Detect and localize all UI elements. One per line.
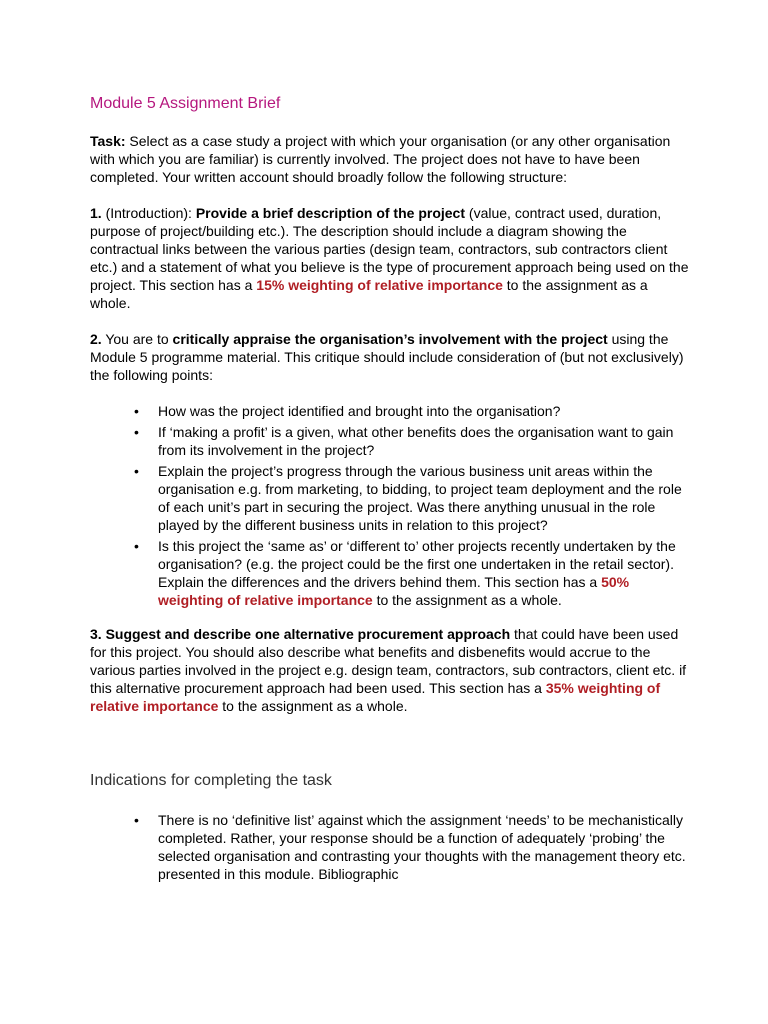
document-page <box>90 94 690 886</box>
bullet-icon: • <box>134 812 139 828</box>
bullet-icon: • <box>134 538 139 554</box>
page-title: Module 5 Assignment Brief <box>90 95 281 112</box>
task-label: Task: <box>90 133 126 149</box>
section3-weighting: 35% weighting of relative importance <box>90 680 661 714</box>
section3-paragraph <box>90 625 690 715</box>
list-item <box>90 462 690 534</box>
section2-tail: to the assignment as a whole. <box>372 592 562 608</box>
section3-bold: 3. Suggest and describe one alternative procurement approach <box>90 626 511 642</box>
section1-text: (value, contract used, duration, purpose of project/building etc.). The description should include a diagram showing the contractual links between the various parties (design team, contractors, sub contractors client etc.) and a statement of what you believe is the type of procurement approach being used on the project. This section has a <box>90 205 689 293</box>
section2-number: 2. <box>90 331 102 347</box>
section3-text: that could have been used for this project. You should also describe what benefits and disbenefits would accrue to the various parties involved in the project e.g. design team, contractors, sub contractors, client etc. if this alternative procurement approach had been used. This section has a <box>90 626 687 696</box>
task-text: Select as a case study a project with which your organisation (or any other organisation with which you are familiar) is currently involved. The project does not have to have been completed. Your written account should broadly follow the following structure: <box>90 133 671 185</box>
section1-tail: to the assignment as a whole. <box>90 277 648 311</box>
section1-number: 1. <box>90 205 102 221</box>
section1-intro: (Introduction): <box>101 205 196 221</box>
list-item <box>90 423 690 459</box>
section1-weighting: 15% weighting of relative importance <box>256 277 503 293</box>
bullet-icon: • <box>134 463 139 479</box>
section2-weighting: 50% weighting of relative importance <box>158 574 630 608</box>
section1-bold: Provide a brief description of the project <box>195 205 466 221</box>
bullet-text: How was the project identified and brought into the organisation? <box>158 403 561 419</box>
list-item <box>90 402 690 420</box>
bullet-text: Is this project the ‘same as’ or ‘different to’ other projects recently undertaken by the organisation? (e.g. the project could be the first one undertaken in the retail sector). Explain the differences and the drivers behind them. This section has a <box>158 538 676 590</box>
section2-bullet-list <box>90 402 690 609</box>
section2-intro: You are to <box>101 331 173 347</box>
list-item <box>90 811 690 883</box>
list-item <box>90 537 690 609</box>
bullet-icon: • <box>134 424 139 440</box>
section3-tail: to the assignment as a whole. <box>218 698 408 714</box>
indications-bullet-list <box>90 811 690 883</box>
bullet-text: There is no ‘definitive list’ against which the assignment ‘needs’ to be mechanistically completed. Rather, your response should be a function of adequately ‘probing’ the selected organisation and contrasting your thoughts with the management theory etc. presented in this module. Bibliographic <box>158 812 686 882</box>
section2-paragraph <box>90 330 690 384</box>
section2-bold: critically appraise the organisation’s involvement with the project <box>172 331 608 347</box>
section2-text: using the Module 5 programme material. This critique should include consideration of (but not exclusively) the following points: <box>90 331 684 383</box>
bullet-text: Explain the project’s progress through the various business unit areas within the organisation e.g. from marketing, to bidding, to project team deployment and the role of each unit’s part in securing the project. Was there anything unusual in the role played by the different business units in relation to this project? <box>158 463 682 533</box>
section1-paragraph <box>90 204 690 312</box>
indications-heading: Indications for completing the task <box>90 772 332 789</box>
bullet-text: If ‘making a profit’ is a given, what other benefits does the organisation want to gain from its involvement in the project? <box>158 424 674 458</box>
task-paragraph <box>90 132 690 186</box>
bullet-icon: • <box>134 403 139 419</box>
